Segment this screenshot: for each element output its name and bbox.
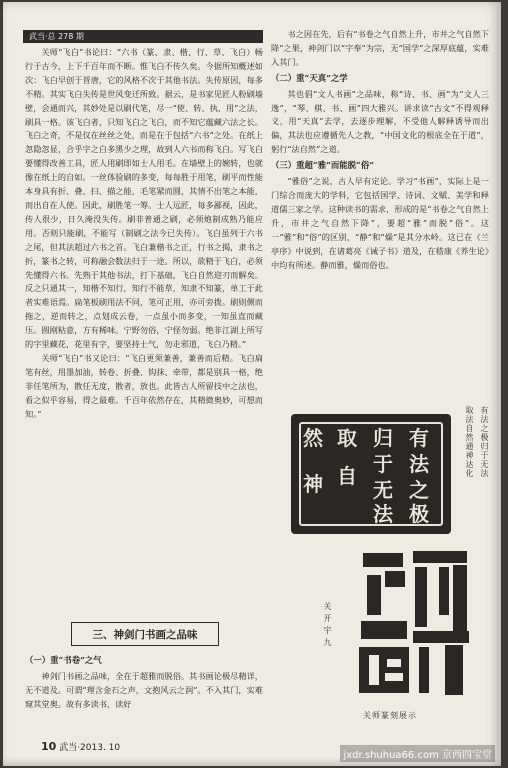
seal-char: 有 <box>409 426 429 450</box>
seal-stamp-rect <box>355 547 473 697</box>
paragraph: 书之因在先，后有“书卷之气自然上升，市井之气自然下降”之果，神剑门以“字奉”为宗，无“国学”之深厚底蕴，实难入其门。 <box>271 29 489 67</box>
seal-char: 法 <box>373 502 393 526</box>
seal-char: 然 <box>303 426 323 450</box>
section-banner-title: 三、神剑门书画之品味 <box>92 628 198 641</box>
paragraph: 神剑门书画之品味，全在于超雅而脱俗。其书画论极尽精详，无不道及。可谓“理含金石之声，文抱风云之润”。不入其门，实难窥其堂奥。故有多读书，读好 <box>25 670 263 709</box>
seal-char: 无 <box>373 478 393 502</box>
seal-char: 极 <box>409 502 429 526</box>
paragraph: “雅俗”之说，古人早有定论。学习“书画”，实际上是一门综合而庞大的学科，它包括国学、诗词、文赋、美学和释道儒三家之学。这种读书的需求，形成的是“书卷之气自然上升，市井之气自然下降”，要超“雅”而脱“俗”。这一“雅”和“俗”的区别，“静”和“燥”是其分水岭。这已在《兰亭序》中说到，在诸葛亮《诫子书》道及，在嵇康《养生论》中均有所述。静而雅，燥而俗也。 <box>271 176 489 270</box>
section-heading: （一）重“书卷”之气 <box>25 655 102 665</box>
page-number: 10 <box>41 740 57 753</box>
seal-caption: 关师篆刻展示 <box>363 711 417 720</box>
right-column-text <box>271 28 489 368</box>
section-heading: （二）重“天真”之学 <box>271 72 348 83</box>
seal-char: 之 <box>409 478 429 502</box>
section-heading: （三）重超“雅”而能脱“俗” <box>271 160 375 171</box>
seal-char: 法 <box>409 452 429 476</box>
paragraph: 关师“飞白”书又论曰：“飞白更须兼善，兼善而后精。飞白扁笔有丝，用墨加油，转卷、折叠、钩抹、牵带，都是别具一格，绝非任笔所为，散任无度，散者，放也。此皆古人所留技中之法也，看之似乎容易，得之最难。千百年依然存在，其精微奥妙，可想而知。” <box>25 352 263 419</box>
left-column-text <box>25 46 263 651</box>
section-banner <box>71 622 219 646</box>
seal-char: 自 <box>337 464 357 488</box>
seal-char: 归 <box>373 426 393 450</box>
page-footer <box>41 740 120 753</box>
paragraph: 其也倡“文人书画”之品味，称“诗、书、画”为“文人三逸”，“琴、棋、书、画”四大雅兴。讲求读“古文”不得观释义，用“天真”去学，去逐步理解，不受他人解释诱导而出偏，其法也应遵循先人之教，“中国文化的根底全在于道”，躬行“法自然”之道。 <box>271 88 489 155</box>
seal-char: 神 <box>303 472 323 496</box>
paragraph: 关师“飞白”书论曰：“六书（篆、隶、楷、行、草、飞白）畅行于古今，上下千百年而不断。惟飞白不传久矣。今据所知概述如次：飞白早创于晋唐，它的风格不次于其他书法。失传原因，每多不精。其实飞白失传是世风变迁所致。据云，是书家见匠人粉刷墙壁，会通而兴，其妙处是以刷代笔，尽一“使、转、执、用”之法，刷具一格。该飞白者，只知飞白之飞白，而不知它蕴藏六法之长。飞白之奇，不是仅在丝丝之处，而是在于包括“六书”之处。在纸上忽隐忽显，合乎字之白多黑少之理，故到人六书而称飞白。写飞白要懂得改善工具，匠人用刷即如士人用毛。在墙壁上的婉转，也就像在纸上的自如。一丝体验刷的多变，每每胜于用笔，刷平而性能本身具有折、叠、扫、描之能，毛笔紧而圆，其情不出笔之本能，而出自在人使。因此，刷胜笔一筹。士人远匠，每多鄙视，因此，传人很少，日久淹没失传。刷非普通之刷，必须炮制成熟乃能应用。否则只能刷，不能写（制刷之法今已失传）。飞白虽列于六书之尾，但其法超过六书之首。飞白兼楷书之正，行书之揭，隶书之折，篆书之转，可称融会数法归于一途。所以，欲精于飞白，必须先懂得六书。先熟于其他书法，打下基础，飞白自然迎刃而解矣。反之只通其一，知楷不知行，知行不能草，知隶不知篆，单工于此者实难语焉。扁笔板刷用法不同，笔可正用，亦可旁拨。刷则侧而拖之，逆而转之，点划成云卷，一点虽小而多变，一知虽直而藏压。圆刚粘意，方有稀味。宁野勿俗，宁怪勿弱。绝非江湖上所写的字里藏花，花里有字，要坚持士气，勿走邪道，飞白乃精。” <box>25 47 263 350</box>
seal-side-text: 取法自然通神达化 <box>465 406 474 478</box>
bottom-left-text <box>25 652 263 732</box>
seal-stamp-square <box>291 414 451 534</box>
journal-issue: 武当·2013. 10 <box>59 743 121 753</box>
seal-side-text: 有法之极归于无法 <box>480 406 489 478</box>
magazine-page <box>3 2 501 766</box>
watermark: jxdr.shuhua66.com 京西四宝堂 <box>340 745 495 762</box>
seal-side-text: 关开宇九 <box>323 602 332 650</box>
issue-header: 武当·总 278 期 <box>23 30 263 43</box>
seal-char: 取 <box>337 426 357 450</box>
seal-char: 于 <box>373 452 393 476</box>
